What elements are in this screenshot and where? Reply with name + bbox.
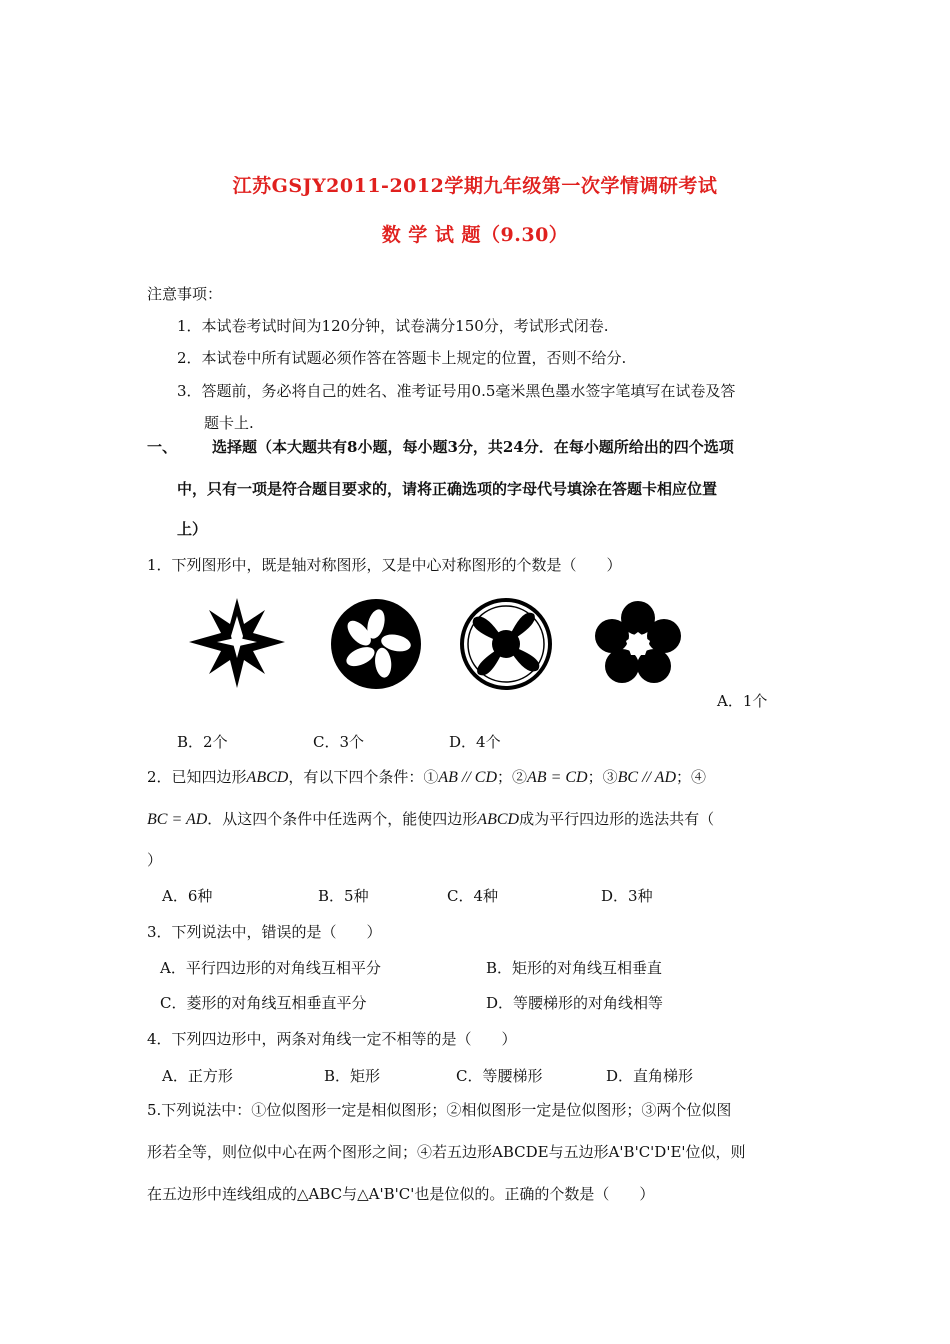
q2-text: ；④	[676, 768, 707, 786]
q2-abcd: ABCD	[477, 811, 520, 828]
q3-option-c: C．菱形的对角线互相垂直平分	[160, 994, 367, 1012]
q2-option-d: D．3种	[601, 887, 653, 905]
q1-option-a: A．1个	[717, 692, 768, 710]
q2-line-3: ）	[147, 851, 163, 869]
compass-star-shape	[187, 596, 287, 692]
bauhinia-flower-shape	[326, 596, 426, 692]
q2-text: ．从这四个条件中任选两个，能使四边形	[207, 810, 478, 828]
q1-option-c: C．3个	[313, 733, 365, 751]
notice-heading: 注意事项：	[147, 285, 223, 303]
four-leaf-circle-shape	[456, 596, 556, 692]
notice-item-3-cont: 题卡上.	[204, 414, 254, 432]
q2-text: ；②	[497, 768, 528, 786]
q2-text: ；③	[587, 768, 618, 786]
notice-item-2: 2．本试卷中所有试题必须作答在答题卡上规定的位置，否则不给分.	[177, 349, 627, 367]
q4-option-c: C．等腰梯形	[456, 1067, 543, 1085]
q3-option-a: A．平行四边形的对角线互相平分	[160, 959, 381, 977]
section-instructions-1: 选择题（本大题共有8小题，每小题3分，共24分．在每小题所给出的四个选项	[212, 438, 734, 456]
q2-text: 成为平行四边形的选法共有（	[519, 810, 715, 828]
exam-title: 江苏GSJY2011-2012学期九年级第一次学情调研考试	[232, 175, 718, 197]
q4-option-a: A．正方形	[162, 1067, 233, 1085]
section-number: 一、	[147, 438, 178, 456]
q5-line-2: 形若全等，则位似中心在两个图形之间；④若五边形ABCDE与五边形A'B'C'D'E'位似，则	[147, 1143, 746, 1161]
q5-line-3: 在五边形中连线组成的△ABC与△A'B'C'也是位似的。正确的个数是（ ）	[147, 1185, 655, 1203]
q2-text: ，有以下四个条件：①	[288, 768, 439, 786]
q2-line-1	[147, 767, 706, 788]
q2-text: 2．已知四边形	[147, 768, 247, 786]
q3-option-d: D．等腰梯形的对角线相等	[486, 994, 664, 1012]
exam-subtitle: 数 学 试 题（9.30）	[381, 224, 569, 246]
q2-condition-2: AB = CD	[527, 769, 588, 786]
q1-option-b: B．2个	[177, 733, 228, 751]
pentagon-flower-icon	[588, 596, 688, 692]
q1-stem: 1．下列图形中，既是轴对称图形，又是中心对称图形的个数是（ ）	[147, 556, 622, 574]
pentagon-flower-shape	[588, 596, 688, 692]
q5-line-1: 5.下列说法中：①位似图形一定是相似图形；②相似图形一定是位似图形；③两个位似图	[147, 1101, 732, 1119]
q2-option-b: B．5种	[318, 887, 369, 905]
section-instructions-2: 中，只有一项是符合题目要求的，请将正确选项的字母代号填涂在答题卡相应位置	[177, 480, 718, 498]
q2-condition-4: BC = AD	[147, 811, 208, 828]
q1-option-d: D．4个	[449, 733, 501, 751]
notice-item-3: 3．答题前，务必将自己的姓名、准考证号用0.5毫米黑色墨水签字笔填写在试卷及答	[177, 382, 736, 400]
q2-option-a: A．6种	[162, 887, 213, 905]
notice-item-1: 1．本试卷考试时间为120分钟，试卷满分150分，考试形式闭卷.	[177, 317, 609, 335]
bauhinia-flower-icon	[326, 596, 426, 692]
q4-stem: 4．下列四边形中，两条对角线一定不相等的是（ ）	[147, 1030, 517, 1048]
q2-line-2	[147, 809, 714, 830]
four-leaf-circle-icon	[456, 596, 556, 692]
q4-option-d: D．直角梯形	[606, 1067, 694, 1085]
q4-option-b: B．矩形	[324, 1067, 381, 1085]
q2-condition-3: BC // AD	[617, 769, 676, 786]
q2-abcd: ABCD	[246, 769, 289, 786]
compass-star-icon	[187, 596, 287, 692]
q2-option-c: C．4种	[447, 887, 499, 905]
q3-option-b: B．矩形的对角线互相垂直	[486, 959, 663, 977]
q3-stem: 3．下列说法中，错误的是（ ）	[147, 923, 382, 941]
q2-condition-1: AB // CD	[438, 769, 498, 786]
section-instructions-3: 上）	[177, 520, 208, 538]
